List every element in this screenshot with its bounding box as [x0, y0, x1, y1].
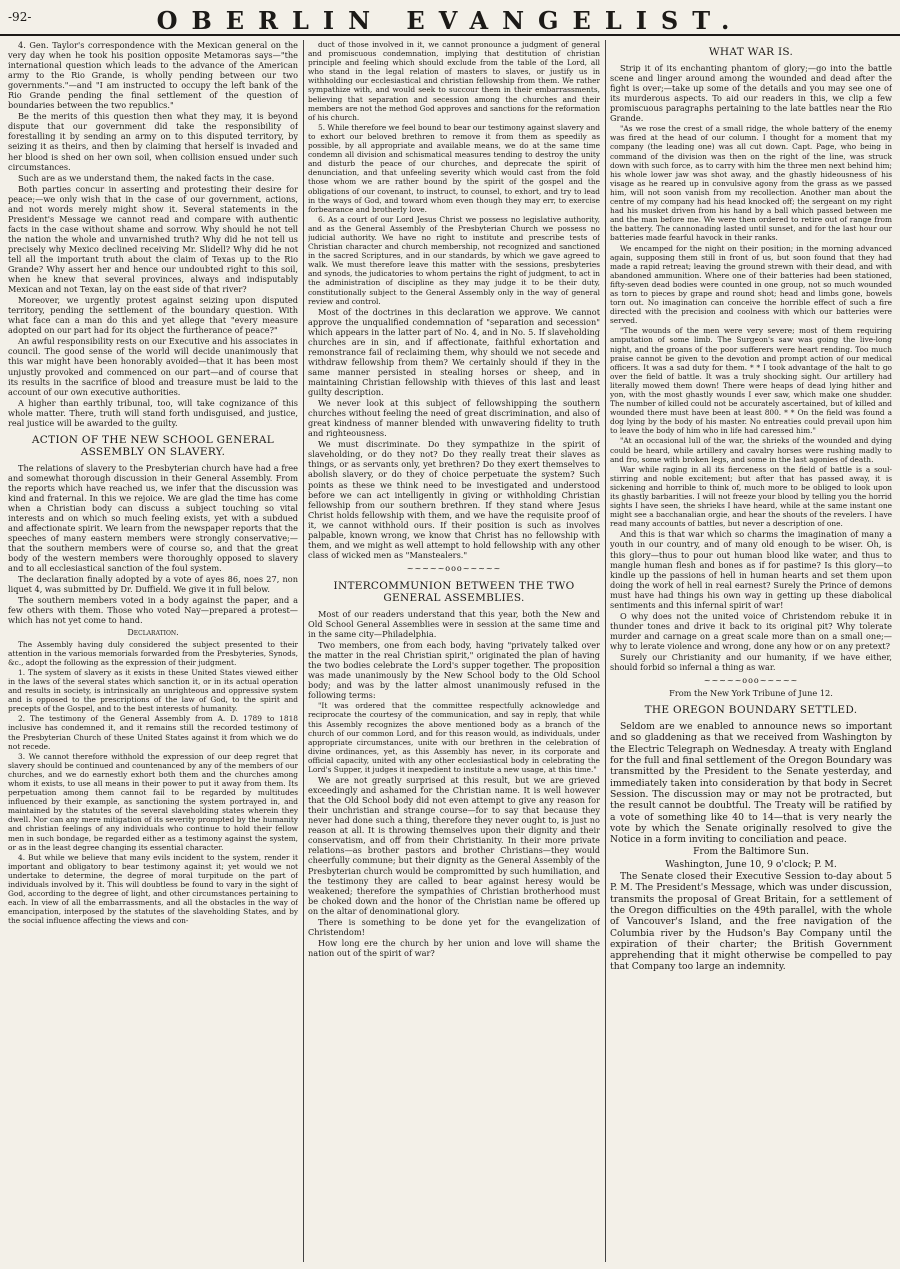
paragraph: The relations of slavery to the Presbyterian church have had a free and somewhat thorough discussion in their General Assembly. From the reports which have reached us, we infer that the discussion was kind and fraternal. In this we rejoice. We are glad the time has come when a Christian body can discuss a subject touching so vital interests and on which so much feeling exists, yet with a subdued and affectionate spirit. We learn from the newspaper reports that the speeches of many eastern members were strongly conservative;—that the southern members were of course so, and that the great body of the western members were thoroughly opposed to slavery and to all ecclesiastical sanction of the foul system.: [8, 462, 298, 574]
separator-ornament: ~~~~~ooo~~~~~: [406, 563, 502, 573]
paragraph: The Senate closed their Executive Session to-day about 5 P. M. The President's Message, which was under discussion, transmits the proposal of Great Britain, for a settlement of the Oregon difficulties on the 49th parallel, with the whole of Vancouver's Island, and the free navigation of the Columbia river by the Hudson's Bay Company until the expiration of their charter; the British Government apprehending that it might otherwise be compelled to pay that Company too large an indemnity.: [610, 871, 892, 973]
paragraph: 6. As a court of our Lord Jesus Christ we possess no legislative authority, and as the General Assembly of the Presbyterian Church we possess no judicial authority. We have no right to institute and prescribe tests of Christian character and church membership, not recognized and sanctioned in the sacred Scriptures, and in our standards, by which we gave agreed to walk. We must therefore leave this matter with the sessions, presbyteries and synods, the judicatories to whom pertains the right of judgment, to act in the administration of discipline as they may judge it to be their duty, constitutionally subject to the General Assembly only in the way of general review and control.: [308, 214, 600, 306]
article-heading: WHAT WAR IS.: [708, 46, 794, 58]
paragraph: A higher than earthly tribunal, too, will take cognizance of this whole matter. There, truth will stand forth undisguised, and justice, real justice will be awarded to the guilty.: [8, 397, 298, 428]
paragraph: Seldom are we enabled to announce news so important and so gladdening as that we received from Washington by the Electric Telegraph on Wednesday. A treaty with England for the full and final settlement of the Oregon Boundary was transmitted by the President to the Senate yesterday, and immediately taken into consideration by that body in Secret Session. The discussion may or may not be protracted, but the result cannot be doubtful. The Treaty will be ratified by a vote of something like 40 to 14—that is very nearly the vote by which the Senate originally resolved to give the Notice in a form inviting to conciliation and peace.: [610, 721, 892, 846]
paragraph: We must discriminate. Do they sympathize in the spirit of slaveholding, or do they not? Do they really treat their slaves as things, or as servants only, yet brethren? Do they exert themselves to abolish slavery, or do they of choice perpetuate the system? Such points as these we think need to be investigated and understood before we can act intelligently in giving or withholding Christian fellowship from our southern brethren. If they stand where Jesus Christ holds fellowship with them, and we have the requisite proof of it, we cannot withhold ours. If their position is such as involves palpable, known wrong, we know that Christ has no fellowship with them, and we might as well attempt to hold fellowship with any other class of wicked men as "Manstealers.": [308, 439, 600, 560]
declaration-continued: [308, 40, 600, 306]
article-heading: THE OREGON BOUNDARY SETTLED.: [644, 704, 858, 717]
paragraph: Most of our readers understand that this year, both the New and Old School General Assemblies were in session at the same time and in the same city—Philadelphia.: [308, 608, 600, 640]
column-rule: [605, 40, 606, 1262]
paragraph: 5. While therefore we feel bound to bear our testimony against slavery and to exhort our beloved brethren to remove it from them as speedily as possible, by all appropriate and available means, we do at the same time condemn all division and schismatical measures tending to destroy the unity and disturb the peace of our churches, and deprecate the spirit of denunciation, and that unfeeling severity which would cast from the fold those whom we are rather bound by the spirit of the gospel and the obligations of our covenant, to instruct, to counsel, to exhort, and try to lead in the ways of God, and toward whom even though they may err, to exercise forbearance and brotherly love.: [308, 122, 600, 214]
paragraph: "The wounds of the men were very severe; most of them requiring amputation of some limb. The Surgeon's saw was going the live-long night, and the groans of the poor sufferers were heart rending. Too much praise cannot be given to the devotion and prompt action of our medical officers. It was a sad duty for them. * * I took advantage of the halt to go over the field of battle. It was a truly shocking sight. Our artillery had literally mowed them down! There were heaps of dead lying hither and yon, with the most ghastly wounds I ever saw, which make one shudder. The number of killed could not be accurately ascertained, but of killed and wounded there must have been at least 800. * * On the field was found a dog lying by the body of his master. No entreaties could prevail upon him to leave the body of him who in life had caressed him.": [610, 326, 892, 436]
paragraph: Most of the doctrines in this declaration we approve. We cannot approve the unqualified condemnation of "separation and secession" which appears in the latter part of No. 4, and in No. 5. If slaveholding churches are in sin, and if affectionate, faithful exhortation and remonstrance fail of reclaiming them, why should we not secede and withdraw fellowship from them? We certainly should if they in the same manner persisted in stealing horses or sheep, and in maintaining Christian fellowship with thieves of this last and least guilty description.: [308, 306, 600, 398]
paragraph: Strip it of its enchanting phantom of glory;—go into the battle scene and linger around among the wounded and dead after the fight is over;—take up some of the details and you may see one of its murderous aspects. To aid our readers in this, we clip a few promiscuous paragraphs pertaining to the late battles near the Rio Grande.: [610, 63, 892, 124]
paragraph: 3. We cannot therefore withhold the expression of our deep regret that slavery should be continued and countenanced by any of the members of our churches, and we do earnestly exhort both them and the churches among whom it exists, to use all means in their power to put it away from them. Its perpetuation among them cannot fail to be regarded by multitudes influenced by their example, as sanctioning the system portrayed in, and maintained by the statutes of the several slaveholding states wherein they dwell. Nor can any mere mitigation of its severity prompted by the humanity and christian feelings of any individuals who continue to hold their fellow men in such bondage, be regarded either as a testimony against the system, or as in the least degree changing its essential character.: [8, 751, 298, 852]
paragraph: "As we rose the crest of a small ridge, the whole battery of the enemy was fired at the head of our column. I thought for a moment that my company (the leading one) was all cut down. Capt. Page, who being in command of the division was then on the right of the line, was struck down with such force, as to carry with him the three men next behind him; his whole lower jaw was shot away, and the ghastly hideousness of his visage as he reared up in convulsive agony from the grass as we passed him, will not soon vanish from my recollection. Another man about the centre of my company had his head knocked off; the sergeant on my right had his musket driven from his hand by a ball which passed between me and the man before me. We were then ordered to retire out of range from the battery. The cannonading lasted until sunset, and for the last hour our batteries made fearful havock in their ranks.: [610, 124, 892, 243]
paragraph: An awful responsibility rests on our Executive and his associates in council. The good sense of the world will decide unanimously that this war might have been honorably avoided—that it has been most unjustly provoked and commenced on our part—and of course that its results in the sacrifice of blood and treasure must be laid to the account of our own executive authorities.: [8, 336, 298, 397]
separator-ornament: ~~~~~ooo~~~~~: [703, 676, 799, 686]
paragraph: We encamped for the night on their position; in the morning advanced again, supposing them still in front of us, but soon found that they had made a rapid retreat; leaving the ground strewn with their dead, and with abandoned ammunition. Where one of their batteries had been stationed, fifty-seven dead bodies were counted in one group, not so much wounded as torn to pieces by grape and round shot; head and limbs gone, bowels torn out. No imagination can conceive the horrible effect of such a fire directed with the precision and coolness with which our batteries were served.: [610, 243, 892, 326]
paragraph: War while raging in all its fierceness on the field of battle is a soul-stirring and noble excitement; but after that has passed away, it is sickening and horrible to think of, much more to be obliged to look upon its ghastly barbarities. I will not freeze your blood by telling you the horrid sights I have seen, the shrieks I have heard, while at the same instant one might see a bacchanalian orgie, and hear the shouts of the revelers. I have read many accounts of battles, but never a description of one.: [610, 464, 892, 529]
masthead-title: OBERLIN EVANGELIST.: [156, 6, 744, 35]
article-heading: ACTION OF THE NEW SCHOOL GENERAL ASSEMBLY ON SLAVERY.: [31, 433, 275, 458]
paragraph: We are not greatly surprised at this result, but we are grieved exceedingly and ashamed for the Christian name. It is well however that the Old School body did not even attempt to give any reason for their unchristian and strange course—for to say that because they never had done such a thing, therefore they never ought to, is just no reason at all. It is throwing themselves upon their dignity and their conservatism, and off from their Christianity. In their more private relations—as brother pastors and brother Christians—they would cheerfully commune; but their dignity as the General Assembly of the Presbyterian church would be compromitted by such humiliation, and the testimony they are called to bear against heresy would be weakened; therefore the sympathies of Christian brotherhood must be choked down and the honor of the Christian name be offered up on the altar of denominational glory.: [308, 775, 600, 916]
paragraph: 2. The testimony of the General Assembly from A. D. 1789 to 1818 inclusive has condemned it, and it remains still the recorded testimony of the Presbyterian Church of these United States against it from which we do not recede.: [8, 714, 298, 751]
paragraph: 1. The system of slavery as it exists in these United States viewed either in the laws of the several states which sanction it, or in its actual operation and results in society, is intrinsically an unrighteous and oppressive system and is opposed to the prescriptions of the law of God, to the spirit and precepts of the Gospel, and to the best interests of humanity.: [8, 667, 298, 714]
article-heading: INTERCOMMUNION BETWEEN THE TWO GENERAL ASSEMBLIES.: [333, 579, 575, 604]
paragraph: The declaration finally adopted by a vote of ayes 86, noes 27, non liquet 4, was submitted by Dr. Duffield. We give it in full below.: [8, 574, 298, 595]
paragraph: duct of those involved in it, we cannot pronounce a judgment of general and promiscuous condemnation, implying that destitution of christian principle and feeling which should exclude from the table of the Lord, all who stand in the legal relation of masters to slaves, or justify us in withholding our ecclesiastical and christian fellowship from them. We rather sympathize with, and would seek to succour them in their embarrassments, believing that separation and secession among the churches and their members are not the method God approves and sanctions for the reformation of his church.: [308, 40, 600, 122]
paragraph: 4. Gen. Taylor's correspondence with the Mexican general on the very day when he took his position opposite Metamoras says—"the international question which leads to the advance of the American army to the Rio Grande, is wholly pending between our two governments."—and "I am instructed to occupy the left bank of the Rio Grande pending the final settlement of the question of boundaries between the two republics.": [8, 40, 298, 111]
paragraph: The Assembly having duly considered the subject presented to their attention in the various memorials forwarded from the Presbyteries, Synods, &c., adopt the following as the expression of their judgment.: [8, 639, 298, 667]
paragraph: We never look at this subject of fellowshipping the southern churches without feeling the need of great discrimination, and also of great kindness of manner blended with unwavering fidelity to truth and righteousness.: [308, 398, 600, 439]
source-line: From the Baltimore Sun.: [693, 846, 809, 858]
paragraph: There is something to be done yet for the evangelization of Christendom!: [308, 916, 600, 937]
paragraph: Surely our Christianity and our humanity, if we have either, should forbid so infernal a thing as war.: [610, 651, 892, 673]
paragraph: And this is that war which so charms the imagination of many a youth in our country, and of many old enough to be wiser. Oh, is this glory—thus to pour out human blood like water, and thus to mangle human flesh and bones as if for pastime? Is this glory—to kindle up the passions of hell in human hearts and set them upon doing the work of hell in real earnest? Surely the Prince of demons must have had things his own way in getting up these diabolical sentiments and this infernal spirit of war!: [610, 529, 892, 610]
column-3: [610, 40, 892, 1262]
section-heading: Declaration.: [127, 627, 179, 637]
page-number: -92-: [8, 10, 32, 24]
paragraph: Two members, one from each body, having "privately talked over the matter in the real Christian spirit," originated the plan of having the two bodies celebrate the Lord's supper together. The proposition was made unanimously by the New School body to the Old School body; and was by the latter almost unanimously refused in the following terms:: [308, 640, 600, 701]
paragraph: The southern members voted in a body against the paper, and a few others with them. Those who voted Nay—prepared a protest—which has not yet come to hand.: [8, 595, 298, 626]
paragraph: O why does not the united voice of Christendom rebuke it in thunder tones and drive it back to its original pit? Why tolerate murder and carnage on a great scale more than on a small one;—why to lerate violence and wrong, done any how or on any pretext?: [610, 610, 892, 651]
dateline: Washington, June 10, 9 o'clock; P. M.: [665, 858, 837, 870]
war-quotes: [610, 124, 892, 528]
column-2: [308, 40, 600, 1262]
paragraph: How long ere the church by her union and love will shame the nation out of the spirit of war?: [308, 937, 600, 958]
column-rule: [303, 40, 304, 1262]
paragraph: "It was ordered that the committee respectfully acknowledge and reciprocate the courtesy of the communication, and say in reply, that while this Assembly recognizes the above mentioned body as a branch of the church of our common Lord, and for this reason would, as individuals, under appropriate circumstances, unite with our brethren in the celebration of divine ordinances, yet, as this Assembly has never, in its corporate and official capacity, united with any other ecclesiastical body in celebrating the Lord's Supper, it judges it inexpedient to institute a new usage, at this time.": [308, 701, 600, 775]
paragraph: 4. But while we believe that many evils incident to the system, render it important and obligatory to bear testimony against it; yet would we not undertake to determine, the degree of moral turpitude on the part of individuals involved by it. This will doubtless be found to vary in the sight of God, according to the degree of light, and other circumstances pertaining to each. In view of all the embarrassments, and all the obstacles in the way of emancipation, interposed by the statutes of the slaveholding States, and by the social influence affecting the views and con-: [8, 852, 298, 926]
paragraph: Both parties concur in asserting and protesting their desire for peace;—we only wish that in the case of our government, actions, and not words merely might show it. Several statements in the President's Message we cannot read and compare with authentic facts in the case without shame and sorrow. Why should he not tell the nation the whole and unvarnished truth? Why did he not tell us precisely why Mexico declined receiving Mr. Slidell? Why did he not tell all the important truth about the claim of Texas up to the Rio Grande? Why assert her and hence our undoubted right to this soil, when he knew that several provinces, always and indisputably Mexican and not Texan, lay on the east side of that river?: [8, 183, 298, 295]
source-line: From the New York Tribune of June 12.: [669, 688, 833, 699]
paragraph: Such are as we understand them, the naked facts in the case.: [18, 172, 275, 183]
paragraph: "At an occasional lull of the war, the shrieks of the wounded and dying could be heard, while artillery and cavalry horses were rushing madly to and fro, some with broken legs, and some in the last agonies of death.: [610, 436, 892, 464]
resolution-quote: [308, 701, 600, 774]
masthead: [0, 4, 900, 36]
paragraph: Moreover, we urgently protest against seizing upon disputed territory, pending the settlement of the boundary question. With what face can a man do this and yet allege that "every measure adopted on our part had for its object the furtherance of peace?": [8, 295, 298, 336]
declaration-text: [8, 640, 298, 926]
oregon-article: [610, 721, 892, 973]
column-1: [8, 40, 298, 1262]
paragraph: Be the merits of this question then what they may, it is beyond dispute that our government did take the responsibility of forestalling it by sending an army on to this disputed territory, by seizing it as theirs, and then by claiming that herself is invaded and her blood is shed on her own soil, when collision ensued under such circumstances.: [8, 111, 298, 172]
